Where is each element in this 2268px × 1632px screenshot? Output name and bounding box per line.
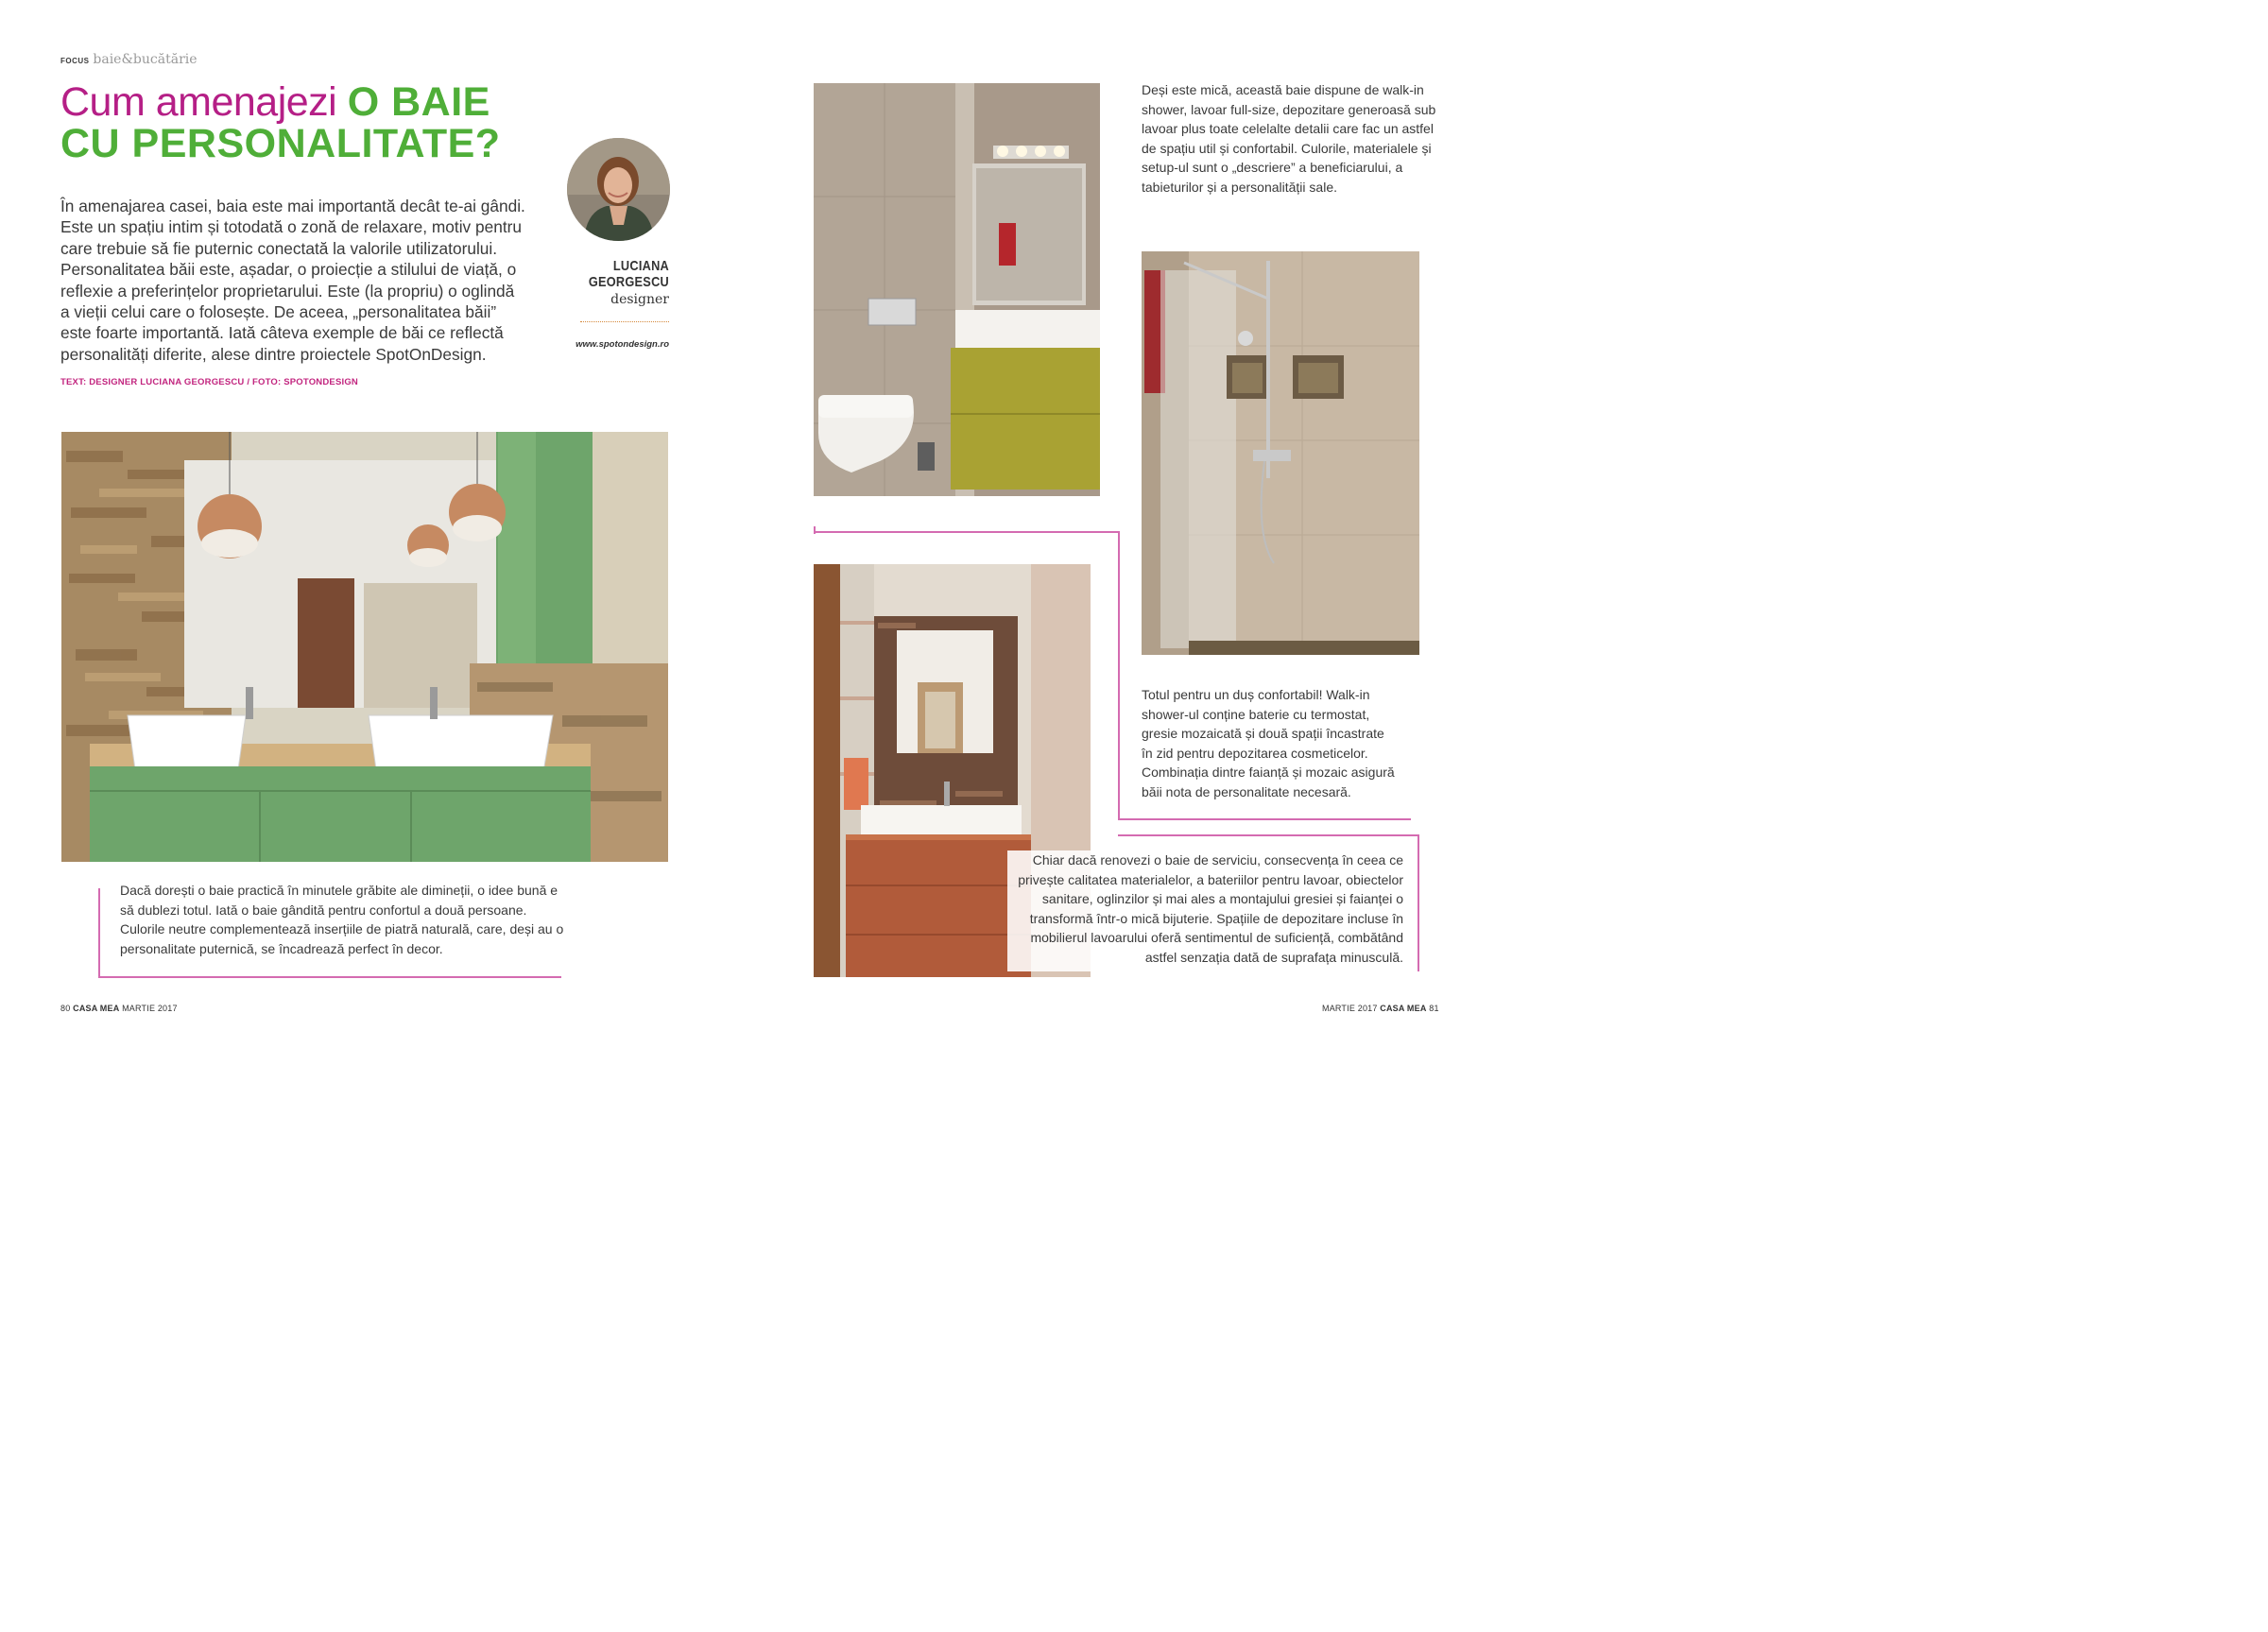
accent-line-6 — [1118, 818, 1411, 820]
author-website: www.spotondesign.ro — [576, 339, 669, 350]
section-label — [60, 51, 198, 67]
section-category: baie&bucătărie — [93, 52, 198, 67]
accent-line-5 — [1118, 531, 1120, 820]
photo-double-sink-bathroom — [61, 432, 668, 862]
caption-guest-bathroom: Chiar dacă renovezi o baie de serviciu, consecvența în ceea ce privește calitatea materialelor, a bateriilor pentru lavoar, obiectelor sanitare, oglinzilor și mai ales a montajului gresiei și faianței o transformă într-o mică bijuterie. Spațiile de depozitare incluse în mobilierul lavoarului oferă sentimentul de suficiență, combătând astfel senzația dată de suprafața minusculă. — [1007, 850, 1406, 971]
folio-right — [1322, 1004, 1439, 1013]
accent-line-4 — [814, 531, 1118, 533]
issue-left: MARTIE 2017 — [122, 1004, 178, 1013]
article-headline — [60, 81, 552, 164]
author-role: designer — [610, 292, 669, 307]
section-focus: FOCUS — [60, 57, 90, 65]
dotted-divider — [580, 321, 669, 322]
accent-line-1 — [98, 888, 100, 977]
brand-right: CASA MEA — [1380, 1004, 1427, 1013]
accent-line-7 — [1118, 834, 1419, 836]
photo-small-bathroom — [814, 83, 1100, 496]
caption-shower: Totul pentru un duș confortabil! Walk-in shower-ul conține baterie cu termostat, gresie mozaicată și două spații încastrate în zid pentru depozitarea cosmeticelor. Combinația dintre faianță și mozaic asigură băii nota de personalitate necesară. — [1142, 687, 1395, 799]
author-name: LUCIANA GEORGESCU — [588, 258, 669, 290]
page-number-left: 80 — [60, 1004, 71, 1013]
photo-walk-in-shower — [1142, 251, 1419, 655]
caption-small-bathroom: Deși este mică, această baie dispune de walk-in shower, lavoar full-size, depozitare generoasă sub lavoar plus toate celelalte detalii care fac un astfel de spațiu util și confortabil. Culorile, materialele și setup-ul sunt o „descriere” a beneficiarului, a tabieturilor și a personalității sale. — [1142, 82, 1436, 195]
caption-double-sink: Dacă dorești o baie practică în minutele grăbite ale dimineții, o idee bună e să dublezi totul. Iată o baie gândită pentru confortul a două persoane. Culorile neutre complementează inserțiile de piatră naturală, care, deși au o personalitate puternică, se încadrează perfect în decor. — [120, 883, 564, 956]
author-portrait — [567, 138, 670, 241]
accent-line-2 — [98, 976, 561, 978]
credits-line: TEXT: DESIGNER LUCIANA GEORGESCU / FOTO: SPOTONDESIGN — [60, 377, 358, 387]
intro-paragraph: În amenajarea casei, baia este mai importantă decât te-ai gândi. Este un spațiu intim și totodată o zonă de relaxare, motiv pentru care trebuie să fie puternic conectată la valorile utilizatorului. Personalitatea băii este, așadar, o proiecție a stilului de viață, o reflexie a preferințelor proprietarului. Este (la propriu) o oglindă a vieții celui care o folosește. De aceea, „personalitatea băii” este foarte importantă. Iată câteva exemple de băi ce reflectă personalități diferite, alese dintre proiectele SpotOnDesign. — [60, 197, 525, 364]
accent-line-8 — [1418, 834, 1419, 971]
headline-part1: Cum amenajezi — [60, 79, 348, 125]
issue-right: MARTIE 2017 — [1322, 1004, 1378, 1013]
headline-part2: O BAIE CU PERSONALITATE? — [60, 79, 501, 166]
page-number-right: 81 — [1429, 1004, 1439, 1013]
brand-left: CASA MEA — [73, 1004, 120, 1013]
folio-left — [60, 1004, 178, 1013]
